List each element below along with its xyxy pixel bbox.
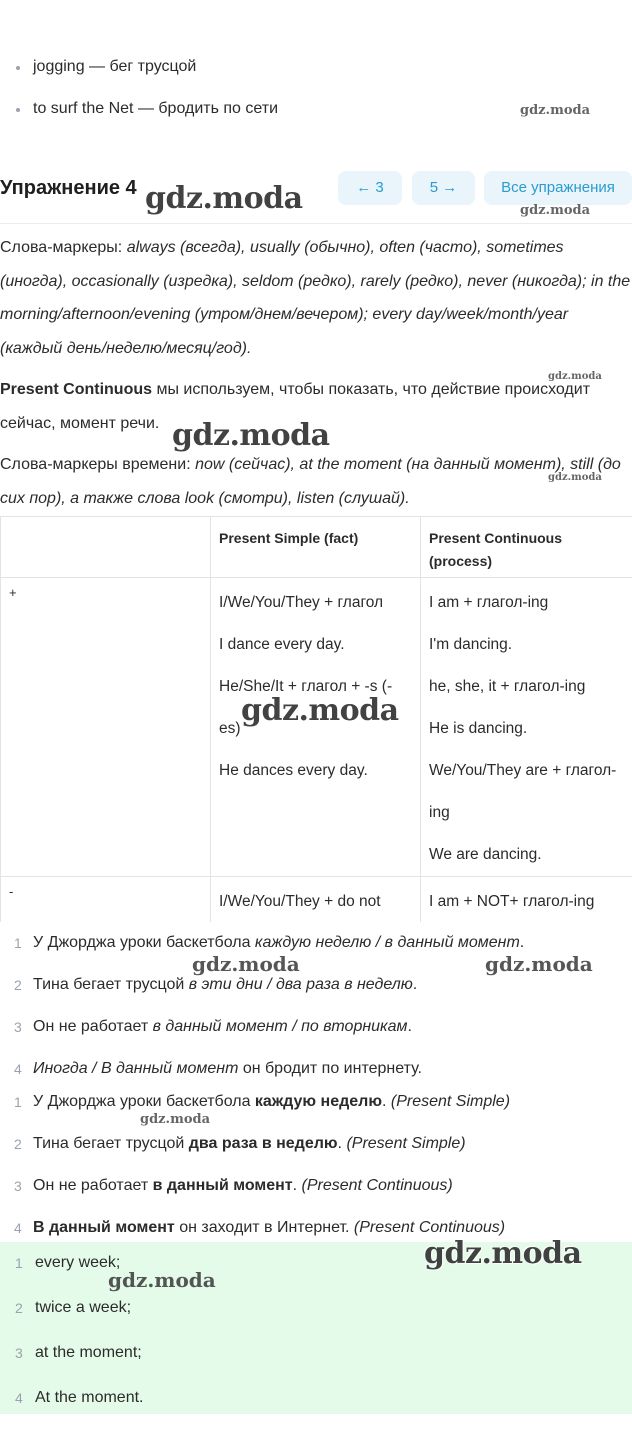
item-number: 1 (15, 1255, 23, 1271)
answer-box (0, 1242, 632, 1414)
all-exercises-button[interactable]: Все упражнения (484, 171, 632, 205)
tense-label: (Present Simple) (390, 1093, 511, 1110)
rule-line: I am + NOT+ глагол-ing (429, 893, 595, 910)
plain-text: он заходит в Интернет. (174, 1219, 354, 1236)
solution-list (0, 1081, 632, 1249)
item-number: 4 (15, 1390, 23, 1406)
plain-text: У Джорджа уроки баскетбола (33, 1093, 255, 1110)
plain-text: Он не работает (33, 1018, 153, 1035)
list-item (0, 1165, 632, 1207)
sign-minus: - (9, 884, 14, 899)
table-cell (1, 578, 211, 877)
rule-line: I/We/You/They + глагол (219, 594, 384, 611)
item-number: 3 (14, 1178, 22, 1194)
table-header-cell: Present Simple (fact) (211, 517, 421, 578)
simple-markers-text: always (всегда), usually (обычно), often (часто), sometimes (иногда), occasionally (изредка), seldom (редко), rarely (редко), never (никогда); in the morning/afternoon/evening (утром/днем/вечером); every day/week/month/year (каждый день/неделю/месяц/год). (0, 239, 631, 357)
item-number: 4 (14, 1061, 22, 1077)
item-text (33, 1165, 453, 1207)
time-markers-text: now (сейчас), at the moment (на данный момент), still (до сих пор), а также слова look (смотри), listen (слушай). (0, 456, 621, 507)
answer-text: every week; (35, 1254, 121, 1271)
bold-text: каждую неделю (254, 1093, 382, 1110)
table-cell (211, 578, 421, 877)
plain-text: Он не работает (33, 1177, 153, 1194)
item-number: 4 (14, 1220, 22, 1236)
plain-text: . (412, 976, 418, 993)
item-number: 2 (15, 1300, 23, 1316)
task-list (0, 922, 632, 1090)
answer-text: twice a week; (35, 1299, 132, 1316)
answer-item (0, 1334, 632, 1379)
watermark: gdz.moda (241, 693, 399, 728)
watermark: gdz.moda (520, 103, 591, 118)
sign-plus: + (9, 585, 17, 600)
italic-text: в данный момент / по вторникам (152, 1018, 408, 1035)
next-exercise-button[interactable]: 5 → (412, 171, 475, 205)
italic-text: в эти дни / два раза в неделю (188, 976, 413, 993)
plain-text: Тина бегает трусцой (33, 976, 189, 993)
example-line: I'm dancing. (429, 636, 513, 653)
watermark: gdz.moda (485, 952, 593, 976)
watermark: gdz.moda (172, 418, 330, 453)
item-number: 3 (15, 1345, 23, 1361)
vocab-item: to surf the Net — бродить по сети (14, 94, 278, 136)
item-text (33, 964, 417, 1006)
watermark: gdz.moda (140, 1112, 211, 1127)
bold-text: В данный момент (33, 1219, 175, 1236)
list-item (0, 922, 632, 964)
example-line: We are dancing. (429, 846, 542, 863)
exercise-title: Упражнение 4 (0, 177, 137, 199)
simple-markers-label: Слова-маркеры: (0, 239, 123, 256)
answer-item (0, 1289, 632, 1334)
watermark: gdz.moda (192, 952, 300, 976)
bold-text: два раза в неделю (188, 1135, 338, 1152)
grammar-table (0, 516, 632, 927)
answer-text: At the moment. (35, 1389, 144, 1406)
table-cell (211, 877, 421, 928)
list-item (0, 1123, 632, 1165)
plain-text: . (381, 1093, 391, 1110)
rule-line: I/We/You/They + do not (219, 893, 381, 910)
example-line: I dance every day. (219, 636, 345, 653)
table-row (1, 877, 632, 928)
plain-text: он бродит по интернету. (238, 1060, 422, 1077)
continuous-term: Present Continuous (0, 381, 153, 398)
plain-text: . (519, 934, 525, 951)
item-text (33, 1123, 466, 1165)
item-text (33, 1006, 412, 1048)
rule-line: he, she, it + глагол-ing (429, 678, 586, 695)
continuous-text: мы используем, чтобы показать, что действие происходит сейчас, момент речи. (0, 381, 591, 432)
table-row (1, 578, 632, 877)
answer-item (0, 1379, 632, 1424)
plain-text: У Джорджа уроки баскетбола (33, 934, 255, 951)
rule-line: He/She/It + глагол + -s (-es) (219, 678, 393, 737)
bold-text: в данный момент (152, 1177, 293, 1194)
tense-label: (Present Continuous) (353, 1219, 506, 1236)
watermark: gdz.moda (548, 371, 602, 382)
italic-text: Иногда / В данный момент (33, 1060, 239, 1077)
example-line: He dances every day. (219, 762, 368, 779)
item-number: 1 (14, 935, 22, 951)
item-number: 1 (14, 1094, 22, 1110)
watermark: gdz.moda (145, 181, 303, 216)
rule-line: We/You/They are + глагол-ing (429, 762, 617, 821)
watermark: gdz.moda (548, 472, 602, 483)
watermark: gdz.moda (108, 1268, 216, 1292)
plain-text: . (337, 1135, 347, 1152)
item-number: 2 (14, 1136, 22, 1152)
plain-text: . (292, 1177, 302, 1194)
item-text (33, 1081, 510, 1123)
answer-text: at the moment; (35, 1344, 142, 1361)
list-item (0, 1081, 632, 1123)
list-item (0, 1006, 632, 1048)
watermark: gdz.moda (424, 1236, 582, 1271)
example-line: He is dancing. (429, 720, 528, 737)
item-text (33, 922, 524, 964)
table-header-cell: Present Continuous (process) (421, 517, 632, 578)
table-cell (1, 877, 211, 928)
italic-text: каждую неделю / в данный момент (254, 934, 520, 951)
vocab-item: jogging — бег трусцой (14, 52, 278, 94)
answer-item (0, 1244, 632, 1289)
tense-label: (Present Simple) (346, 1135, 466, 1152)
time-markers-label: Слова-маркеры времени: (0, 456, 191, 473)
table-header-cell (1, 517, 211, 578)
tense-label: (Present Continuous) (301, 1177, 453, 1194)
plain-text: . (407, 1018, 412, 1035)
list-item (0, 964, 632, 1006)
watermark: gdz.moda (520, 203, 591, 218)
table-cell (421, 877, 632, 928)
prev-exercise-button[interactable]: ← 3 (338, 171, 402, 205)
rule-line: I am + глагол-ing (429, 594, 549, 611)
plain-text: Тина бегает трусцой (33, 1135, 189, 1152)
table-header-row (1, 517, 632, 578)
table-cell (421, 578, 632, 877)
item-number: 3 (14, 1019, 22, 1035)
item-number: 2 (14, 977, 22, 993)
